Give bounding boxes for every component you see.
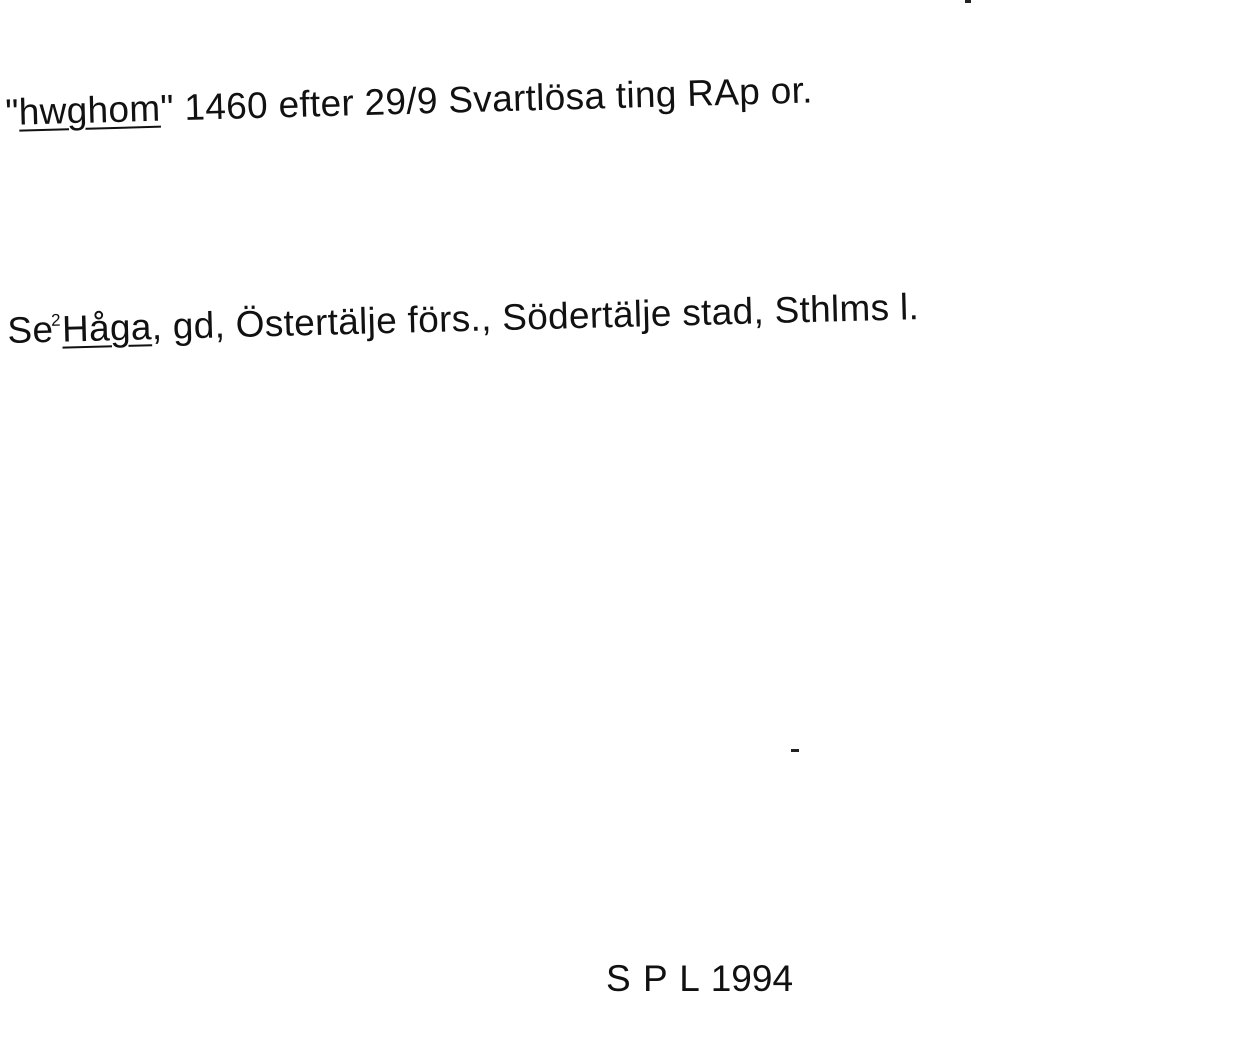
open-quote: " <box>4 91 20 134</box>
superscript-number: 2 <box>50 310 62 330</box>
headword: hwghom <box>18 87 162 133</box>
scan-speck <box>965 0 971 3</box>
entry-line-source <box>5 69 813 134</box>
reference-name: Håga <box>61 306 153 350</box>
see-prefix: Se <box>6 308 54 352</box>
source-text: 1460 efter 29/9 Svartlösa ting RAp or. <box>173 69 814 129</box>
entry-line-reference <box>7 286 920 352</box>
reference-location: , gd, Östertälje förs., Södertälje stad, Sthlms l. <box>151 286 920 348</box>
scan-speck <box>791 749 799 752</box>
card-edge-line <box>1196 0 1233 1051</box>
signature: S P L 1994 <box>606 958 794 999</box>
close-quote: " <box>159 87 175 129</box>
